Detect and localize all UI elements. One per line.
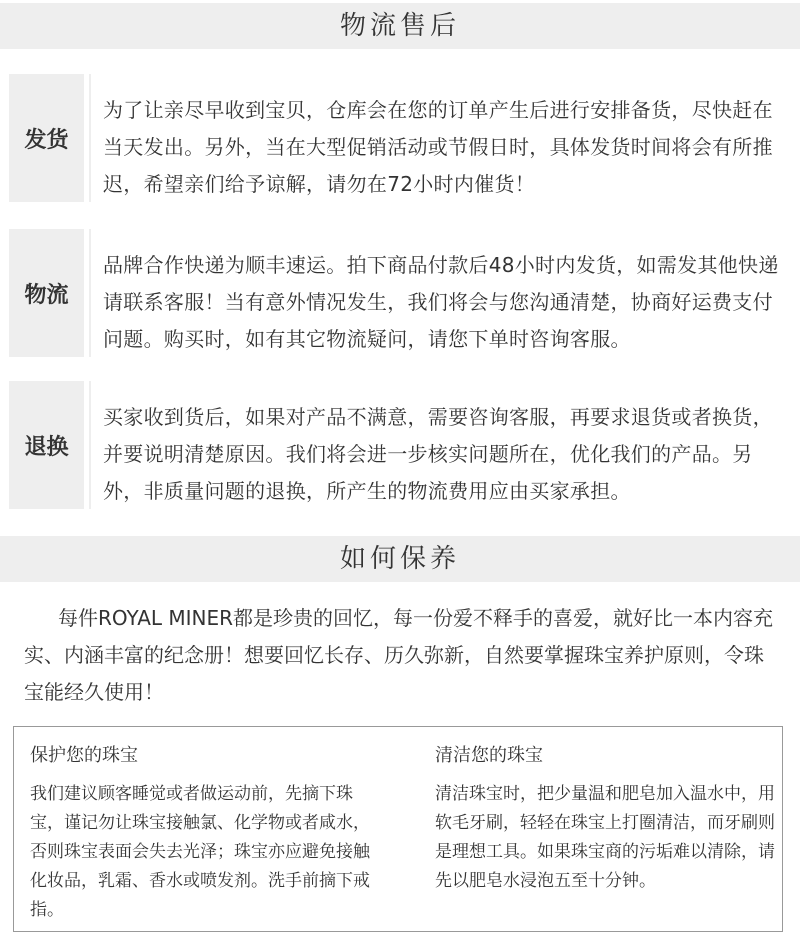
protect-text: 我们建议顾客睡觉或者做运动前，先摘下珠宝，谨记勿让珠宝接触氯、化学物或者咸水，否则珠宝表面会失去光泽；珠宝亦应避免接触化妆品，乳霜、香水或喷发剂。洗手前摘下戒指。 (30, 784, 370, 920)
section-divider (89, 381, 91, 509)
returns-text: 买家收到货后，如果对产品不满意，需要咨询客服，再要求退货或者换货，并要说明清楚原因。我们将会进一步核实问题所在，优化我们的产品。另外，非质量问题的退换，所产生的物流费用应由买家承担。 (103, 405, 773, 503)
care-intro: 每件ROYAL MINER都是珍贵的回忆，每一份爱不释手的喜爱，就好比一本内容充实、内涵丰富的纪念册！想要回忆长存、历久弥新，自然要掌握珠宝养护原则，令珠宝能经久使用！ (24, 606, 774, 704)
logistics-text: 品牌合作快递为顺丰速运。拍下商品付款后48小时内发货，如需发其他快递请联系客服！当有意外情况发生，我们将会与您沟通清楚，协商好运费支付问题。购买时，如有其它物流疑问，请您下单时咨询客服。 (103, 253, 779, 351)
returns-section (9, 381, 791, 509)
returns-label: 退换 (9, 381, 84, 509)
clean-text: 清洁珠宝时，把少量温和肥皂加入温水中，用软毛牙刷，轻轻在珠宝上打圈清洁，而牙刷则是理想工具。如果珠宝商的污垢难以清除，请先以肥皂水浸泡五至十分钟。 (435, 784, 775, 891)
care-title: 如何保养 (0, 536, 800, 582)
section-divider (89, 229, 91, 357)
after-sales-title: 物流售后 (0, 3, 800, 49)
logistics-label: 物流 (9, 229, 84, 357)
logistics-section (9, 229, 791, 357)
shipping-label: 发货 (9, 74, 84, 202)
clean-heading: 清洁您的珠宝 (435, 745, 543, 766)
section-divider (89, 74, 91, 202)
care-tips-box (13, 726, 783, 932)
shipping-section (9, 74, 791, 202)
shipping-text: 为了让亲尽早收到宝贝，仓库会在您的订单产生后进行安排备货，尽快赶在当天发出。另外，当在大型促销活动或节假日时，具体发货时间将会有所推迟，希望亲们给予谅解，请勿在72小时内催货！ (103, 98, 773, 196)
protect-heading: 保护您的珠宝 (30, 745, 138, 766)
